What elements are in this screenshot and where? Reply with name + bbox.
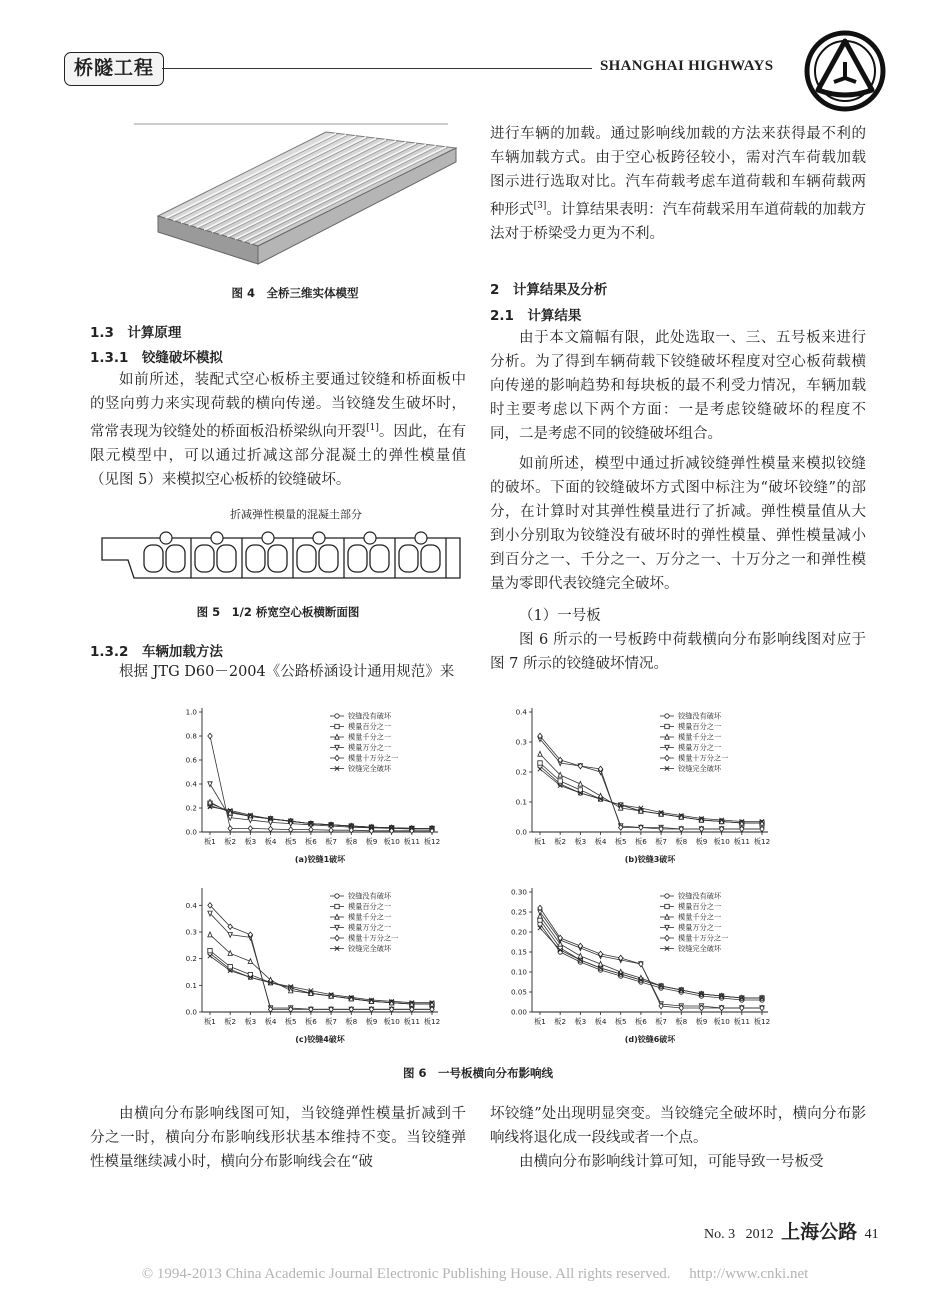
series-line — [210, 953, 432, 1004]
y-tick-label: 0.0 — [185, 1007, 197, 1017]
legend-entry: 铰缝完全破坏 — [678, 764, 722, 773]
legend-entry: 铰缝完全破坏 — [348, 944, 392, 953]
fig4-caption: 图 4 全桥三维实体模型 — [231, 286, 359, 300]
x-tick-label: 板12 — [423, 837, 441, 846]
series-line — [540, 754, 762, 823]
chart-subtitle: (a)铰缝1破坏 — [294, 855, 346, 864]
legend-entry: 模量百分之一 — [348, 902, 392, 911]
legend-entry: 模量千分之一 — [348, 732, 392, 742]
legend-entry: 模量十万分之一 — [348, 753, 399, 763]
legend-entry: 铰缝完全破坏 — [678, 944, 722, 953]
x-tick-label: 板6 — [305, 1017, 317, 1026]
header-rule — [162, 68, 592, 69]
series-line — [540, 739, 762, 829]
fig5-caption: 图 5 1/2 桥宽空心板横断面图 — [196, 605, 360, 619]
series-line — [210, 736, 432, 831]
y-tick-label: 0.10 — [510, 967, 527, 977]
x-tick-label: 板11 — [403, 1017, 420, 1026]
x-tick-label: 板7 — [325, 1017, 337, 1026]
x-tick-label: 板2 — [554, 1017, 567, 1026]
legend-entry: 铰缝没有破坏 — [348, 711, 392, 721]
paragraph-modulus: 如前所述，模型中通过折减铰缝弹性模量来模拟铰缝的破坏。下面的铰缝破坏方式图中标注为“破坏铰缝”的部分，在计算时对其弹性模量进行了折减。弹性模量值从大到小分别取为铰缝没有破坏时的弹性模量、弹性模量减小到百分之一、千分之一、万分之一、十万分之一和弹性模量为零即代表铰缝完全破坏。 — [490, 456, 866, 592]
section-label: 桥隧工程 — [64, 52, 164, 86]
heading-2: 2 计算结果及分析 — [490, 282, 608, 298]
paragraph-slab1-label: （1）一号板 — [519, 608, 601, 624]
heading-1-3-1: 1.3.1 铰缝破坏模拟 — [90, 350, 223, 366]
x-tick-label: 板3 — [574, 837, 587, 846]
series-line — [540, 928, 762, 998]
series-2 — [538, 761, 764, 825]
x-tick-label: 板10 — [713, 837, 730, 846]
chart-subtitle: (b)铰缝3破坏 — [624, 855, 676, 864]
series-4 — [538, 737, 764, 832]
x-tick-label: 板10 — [383, 1017, 400, 1026]
x-tick-label: 板6 — [635, 837, 647, 846]
chart-hinge6 — [490, 880, 790, 1050]
series-5 — [208, 733, 434, 833]
y-tick-label: 0.2 — [515, 767, 527, 777]
series-1 — [208, 803, 434, 830]
x-tick-label: 板8 — [675, 1017, 688, 1026]
paragraph-conclusion-left: 由横向分布影响线图可知，当铰缝弹性模量折减到千分之一时，横向分布影响线形状基本维持不变。当铰缝弹性模量继续减小时，横向分布影响线会在“破 — [90, 1106, 466, 1170]
data-point — [289, 827, 293, 832]
x-tick-label: 板8 — [345, 837, 358, 846]
series-3 — [538, 751, 764, 825]
paragraph-vehicle-loading: 根据 JTG D60－2004《公路桥涵设计通用规范》来 — [119, 664, 455, 680]
x-tick-label: 板9 — [695, 837, 708, 846]
legend-entry: 模量十万分之一 — [678, 933, 729, 943]
heading-1-3: 1.3 计算原理 — [90, 325, 182, 341]
y-tick-label: 0.25 — [510, 907, 527, 917]
x-tick-label: 板3 — [244, 1017, 257, 1026]
y-tick-label: 0.4 — [185, 779, 197, 789]
paragraph-loading-cont: 进行车辆的加载。通过影响线加载的方法来获得最不利的车辆加载方式。由于空心板跨径较小，需对汽车荷载加载图示进行选取对比。汽车荷载考虑车道荷载和车辆荷载两种形式[3]。计算结果表明：汽车荷载采用车道荷载的加载方法对于桥梁受力更为不利。 — [490, 126, 867, 242]
y-tick-label: 0.3 — [515, 737, 527, 747]
series-line — [540, 908, 762, 1008]
x-tick-label: 板4 — [594, 837, 607, 846]
y-tick-label: 0.1 — [515, 797, 527, 807]
x-tick-label: 板11 — [403, 837, 420, 846]
data-point — [208, 733, 212, 738]
legend-entry: 铰缝完全破坏 — [348, 764, 392, 773]
copyright-notice: © 1994-2013 China Academic Journal Electronic Publishing House. All rights reserved. http://www.cnki.net — [141, 1266, 809, 1282]
footer-year: 2012 — [745, 1227, 774, 1242]
data-point — [208, 932, 212, 937]
data-point — [228, 826, 232, 831]
series-line — [210, 784, 432, 829]
chart-hinge4 — [160, 880, 460, 1050]
legend-entry: 模量百分之一 — [678, 902, 722, 911]
y-tick-label: 0.4 — [515, 707, 527, 717]
y-tick-label: 0.4 — [185, 900, 197, 910]
data-point — [228, 964, 232, 968]
chart-subtitle: (d)铰缝6破坏 — [624, 1035, 676, 1044]
x-tick-label: 板4 — [594, 1017, 607, 1026]
legend-entry: 模量千分之一 — [678, 912, 722, 922]
series-4 — [538, 910, 764, 1011]
fig6-caption: 图 6 一号板横向分布影响线 — [402, 1066, 553, 1080]
series-line — [210, 803, 432, 828]
x-tick-label: 板12 — [753, 1017, 771, 1026]
x-tick-label: 板3 — [244, 837, 257, 846]
fig5-label: 折减弹性模量的混凝土部分 — [230, 508, 362, 521]
data-point — [268, 826, 272, 831]
x-tick-label: 板1 — [534, 1017, 546, 1026]
series-line — [210, 935, 432, 1004]
x-tick-label: 板6 — [635, 1017, 647, 1026]
x-tick-label: 板2 — [224, 837, 237, 846]
x-tick-label: 板12 — [753, 837, 771, 846]
data-point — [558, 779, 562, 783]
legend-entry: 模量万分之一 — [678, 923, 722, 932]
paragraph-fig6-ref: 图 6 所示的一号板跨中荷载横向分布影响线图对应于图 7 所示的铰缝破坏情况。 — [490, 632, 866, 672]
series-line — [540, 920, 762, 998]
y-tick-label: 0.15 — [510, 947, 527, 957]
legend-entry: 模量百分之一 — [678, 722, 722, 731]
series-2 — [208, 801, 434, 831]
data-point — [538, 751, 542, 756]
legend-entry: 铰缝没有破坏 — [348, 891, 392, 901]
series-2 — [538, 918, 764, 1000]
chart-hinge3 — [490, 700, 790, 870]
legend — [660, 712, 728, 774]
footer-journal-cn: 上海公路 — [781, 1222, 858, 1243]
y-tick-label: 0.0 — [515, 827, 527, 837]
heading-2-1: 2.1 计算结果 — [490, 308, 582, 324]
series-line — [540, 736, 762, 829]
series-line — [210, 956, 432, 1003]
series-3 — [208, 932, 434, 1006]
series-line — [210, 905, 432, 1009]
footer-page: 41 — [864, 1227, 879, 1242]
legend-entry: 模量千分之一 — [678, 732, 722, 742]
y-tick-label: 0.8 — [185, 731, 197, 741]
x-tick-label: 板12 — [423, 1017, 441, 1026]
x-tick-label: 板9 — [695, 1017, 708, 1026]
x-tick-label: 板4 — [264, 1017, 277, 1026]
x-tick-label: 板5 — [284, 837, 297, 846]
x-tick-label: 板7 — [655, 1017, 667, 1026]
paragraph-results-intro: 由于本文篇幅有限，此处选取一、三、五号板来进行分析。为了得到车辆荷载下铰缝破坏程度对空心板荷载横向传递的影响趋势和每块板的最不利受力情况，车辆加载时主要考虑以下两个方面：一是考虑铰缝破坏的程度不同，二是考虑不同的铰缝破坏组合。 — [490, 330, 866, 442]
series-5 — [208, 903, 434, 1012]
y-tick-label: 1.0 — [185, 707, 197, 717]
legend-entry: 模量万分之一 — [348, 923, 392, 932]
series-3 — [538, 913, 764, 1000]
series-line — [210, 806, 432, 829]
data-point — [248, 826, 252, 831]
x-tick-label: 板7 — [655, 837, 667, 846]
series-line — [540, 763, 762, 823]
series-5 — [538, 733, 764, 831]
x-tick-label: 板9 — [365, 1017, 378, 1026]
fig4-3d-model — [130, 118, 460, 278]
chart-hinge1 — [160, 700, 460, 870]
y-tick-label: 0.6 — [185, 755, 197, 765]
y-tick-label: 0.2 — [185, 954, 197, 964]
x-tick-label: 板11 — [733, 1017, 750, 1026]
series-6 — [538, 926, 764, 1000]
x-tick-label: 板8 — [345, 1017, 358, 1026]
legend — [330, 712, 398, 774]
x-tick-label: 板10 — [713, 1017, 730, 1026]
x-tick-label: 板4 — [264, 837, 277, 846]
x-tick-label: 板8 — [675, 837, 688, 846]
journal-logo-icon — [804, 30, 886, 112]
y-tick-label: 0.05 — [510, 987, 527, 997]
legend-entry: 模量千分之一 — [348, 912, 392, 922]
legend-entry: 模量十万分之一 — [678, 753, 729, 763]
heading-1-3-2: 1.3.2 车辆加载方法 — [90, 644, 223, 660]
x-tick-label: 板10 — [383, 837, 400, 846]
x-tick-label: 板5 — [284, 1017, 297, 1026]
x-tick-label: 板1 — [204, 1017, 216, 1026]
x-tick-label: 板7 — [325, 837, 337, 846]
footer-issue: No. 3 — [704, 1227, 736, 1242]
chart-subtitle: (c)铰缝4破坏 — [295, 1035, 345, 1044]
legend-entry: 模量百分之一 — [348, 722, 392, 731]
data-point — [538, 761, 542, 765]
x-tick-label: 板6 — [305, 837, 317, 846]
x-tick-label: 板2 — [224, 1017, 237, 1026]
legend-entry: 模量万分之一 — [348, 743, 392, 752]
y-tick-label: 0.0 — [185, 827, 197, 837]
legend-entry: 模量万分之一 — [678, 743, 722, 752]
fig5-cross-section — [98, 520, 463, 584]
series-line — [540, 766, 762, 823]
data-point — [208, 948, 212, 952]
x-tick-label: 板11 — [733, 837, 750, 846]
page-footer — [704, 1217, 879, 1244]
data-point — [578, 953, 582, 958]
series-1 — [208, 951, 434, 1006]
x-tick-label: 板5 — [614, 1017, 627, 1026]
data-point — [309, 827, 313, 832]
x-tick-label: 板1 — [534, 837, 546, 846]
x-tick-label: 板3 — [574, 1017, 587, 1026]
legend — [330, 892, 398, 954]
series-3 — [208, 799, 434, 830]
series-6 — [208, 805, 434, 831]
journal-title-en: SHANGHAI HIGHWAYS — [600, 58, 774, 74]
series-line — [540, 912, 762, 1008]
legend-entry: 模量十万分之一 — [348, 933, 399, 943]
y-tick-label: 0.00 — [510, 1007, 527, 1017]
paragraph-next: 由横向分布影响线计算可知，可能导致一号板受 — [519, 1154, 824, 1170]
legend-entry: 铰缝没有破坏 — [678, 711, 722, 721]
legend — [660, 892, 728, 954]
x-tick-label: 板2 — [554, 837, 567, 846]
series-6 — [208, 954, 434, 1005]
series-2 — [208, 948, 434, 1006]
series-1 — [538, 764, 764, 825]
y-tick-label: 0.1 — [185, 980, 197, 990]
x-tick-label: 板1 — [204, 837, 216, 846]
paragraph-hinge-damage: 如前所述，装配式空心板桥主要通过铰缝和桥面板中的竖向剪力来实现荷载的横向传递。当铰缝发生破坏时，常常表现为铰缝处的桥面板沿桥梁纵向开裂[1]。因此，在有限元模型中，可以通过折减这部分混凝土的弹性模量值（见图 5）来模拟空心板桥的铰缝破坏。 — [90, 372, 467, 488]
series-line — [540, 924, 762, 1000]
y-tick-label: 0.2 — [185, 803, 197, 813]
paragraph-conclusion-right: 坏铰缝”处出现明显突变。当铰缝完全破坏时，横向分布影响线将退化成一段线或者一个点。 — [490, 1106, 866, 1146]
y-tick-label: 0.30 — [510, 887, 527, 897]
series-4 — [208, 911, 434, 1012]
legend-entry: 铰缝没有破坏 — [678, 891, 722, 901]
series-line — [540, 769, 762, 822]
y-tick-label: 0.20 — [510, 927, 527, 937]
y-tick-label: 0.3 — [185, 927, 197, 937]
series-1 — [538, 922, 764, 1002]
x-tick-label: 板9 — [365, 837, 378, 846]
x-tick-label: 板5 — [614, 837, 627, 846]
series-6 — [538, 767, 764, 824]
